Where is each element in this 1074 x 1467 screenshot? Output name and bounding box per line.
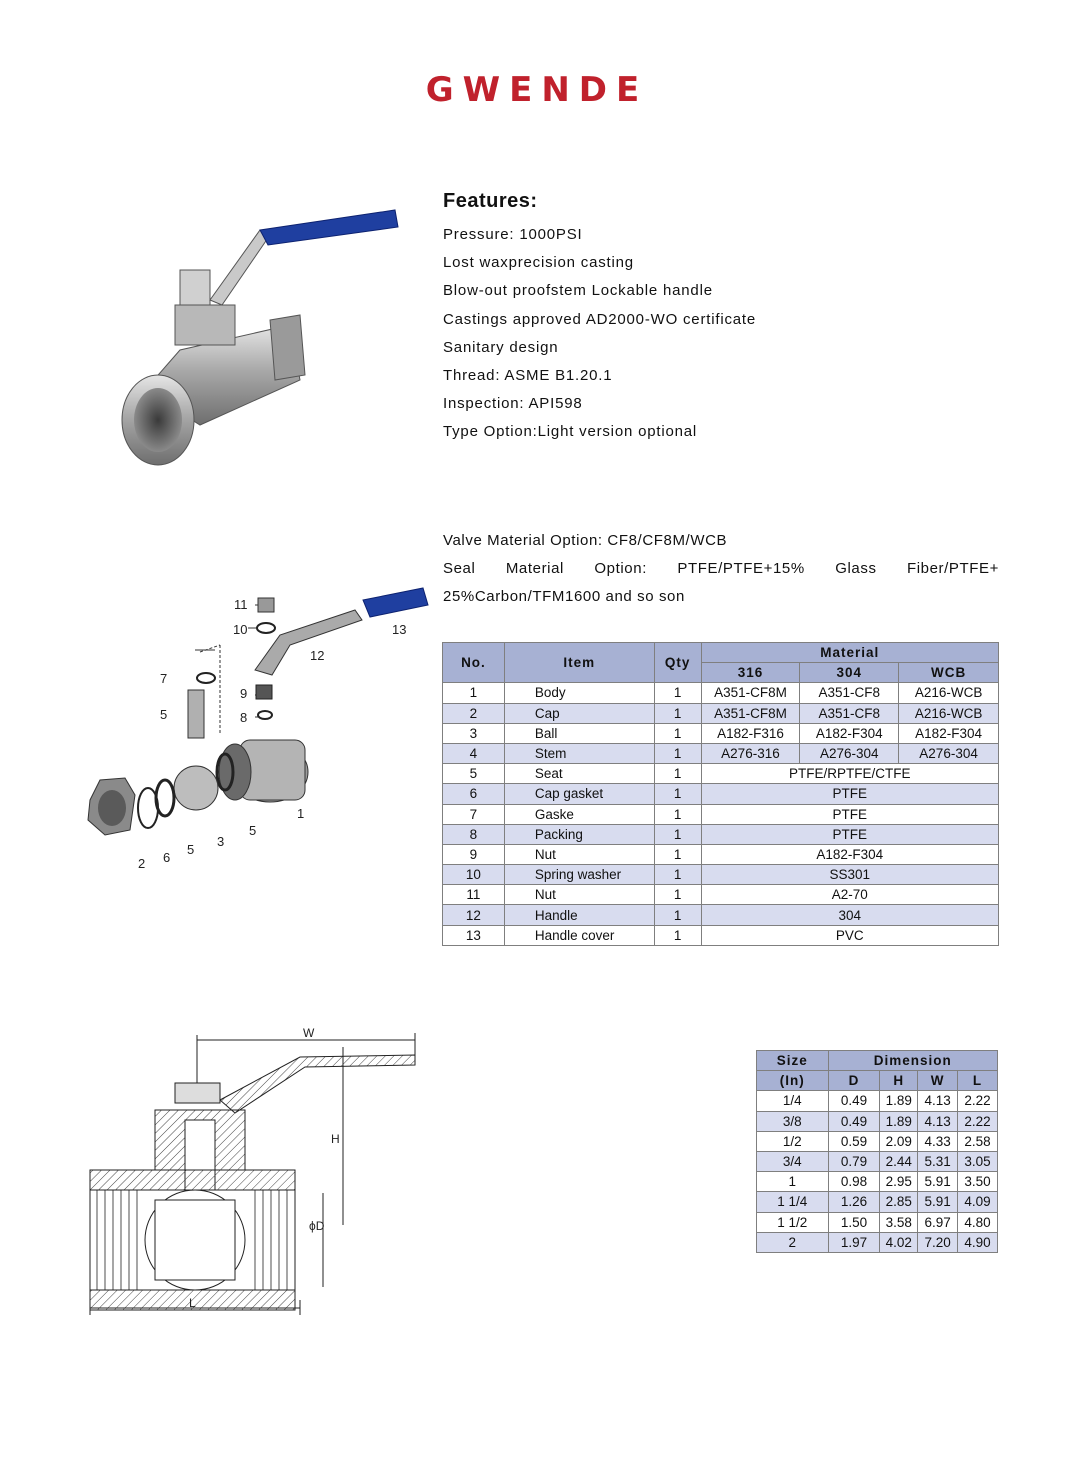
cell-qty: 1 [654, 804, 701, 824]
cell-h: 2.85 [880, 1192, 918, 1212]
cell-qty: 1 [654, 703, 701, 723]
table-row [757, 1232, 998, 1252]
ball-part [174, 766, 218, 810]
dim-label-w: W [303, 1026, 315, 1040]
cell-316: A276-316 [701, 743, 800, 763]
header-dimension: Dimension [828, 1051, 997, 1071]
cell-size: 1 1/4 [757, 1192, 829, 1212]
cell-no: 8 [443, 824, 505, 844]
header-wcb: WCB [899, 663, 999, 683]
table-row [443, 764, 999, 784]
stem-part [188, 690, 204, 738]
material-table-body [443, 683, 999, 945]
cell-material-all: PTFE/RPTFE/CTFE [701, 764, 998, 784]
cell-qty: 1 [654, 784, 701, 804]
table-row [443, 925, 999, 945]
part-label: 9 [240, 686, 248, 701]
cell-w: 4.13 [918, 1111, 958, 1131]
cell-h: 2.09 [880, 1131, 918, 1151]
cell-w: 5.91 [918, 1172, 958, 1192]
cell-material-all: PTFE [701, 784, 998, 804]
material-options [443, 527, 999, 612]
part-label: 1 [297, 806, 305, 821]
feature-line: Lost waxprecision casting [443, 254, 634, 272]
header-316: 316 [701, 663, 800, 683]
handle-cover-part [363, 588, 428, 617]
part-label: 5 [187, 842, 195, 857]
part-label: 5 [249, 823, 257, 838]
cell-no: 3 [443, 723, 505, 743]
part-label: 13 [392, 622, 407, 637]
cell-l: 3.50 [958, 1172, 998, 1192]
cell-qty: 1 [654, 743, 701, 763]
table-row [757, 1212, 998, 1232]
cell-h: 2.44 [880, 1151, 918, 1171]
part-label: 11 [234, 597, 248, 612]
cell-no: 6 [443, 784, 505, 804]
cell-h: 3.58 [880, 1212, 918, 1232]
table-row [757, 1091, 998, 1111]
cell-h: 1.89 [880, 1111, 918, 1131]
header-unit: (In) [757, 1071, 829, 1091]
feature-line: Thread: ASME B1.20.1 [443, 366, 613, 384]
dim-label-l: L [189, 1296, 196, 1310]
cell-no: 11 [443, 885, 505, 905]
cell-size: 1/4 [757, 1091, 829, 1111]
cell-material-all: PTFE [701, 824, 998, 844]
cell-d: 1.97 [828, 1232, 880, 1252]
header-d: D [828, 1071, 880, 1091]
cell-item: Stem [504, 743, 654, 763]
table-row [757, 1151, 998, 1171]
cell-item: Nut [504, 885, 654, 905]
cell-wcb: A216-WCB [899, 703, 999, 723]
cell-h: 4.02 [880, 1232, 918, 1252]
cell-size: 1/2 [757, 1131, 829, 1151]
cell-304: A351-CF8 [800, 683, 899, 703]
valve-product-photo [110, 205, 410, 475]
cell-material-all: A182-F304 [701, 844, 998, 864]
cell-item: Seat [504, 764, 654, 784]
handle-part [255, 610, 362, 675]
cell-d: 1.26 [828, 1192, 880, 1212]
cell-w: 7.20 [918, 1232, 958, 1252]
cell-wcb: A216-WCB [899, 683, 999, 703]
cell-l: 3.05 [958, 1151, 998, 1171]
cell-qty: 1 [654, 865, 701, 885]
cell-d: 0.49 [828, 1111, 880, 1131]
dim-label-h: H [331, 1132, 340, 1146]
cell-qty: 1 [654, 683, 701, 703]
table-row [443, 844, 999, 864]
part-label: 12 [310, 648, 325, 663]
cell-304: A351-CF8 [800, 703, 899, 723]
cell-item: Gaske [504, 804, 654, 824]
cell-no: 2 [443, 703, 505, 723]
cell-item: Spring washer [504, 865, 654, 885]
cell-qty: 1 [654, 925, 701, 945]
cell-no: 9 [443, 844, 505, 864]
cell-qty: 1 [654, 905, 701, 925]
cell-no: 5 [443, 764, 505, 784]
cell-material-all: SS301 [701, 865, 998, 885]
feature-line: Type Option:Light version optional [443, 423, 698, 441]
cell-w: 4.13 [918, 1091, 958, 1111]
cell-no: 1 [443, 683, 505, 703]
header-item: Item [504, 643, 654, 683]
features-section [443, 190, 1003, 447]
cell-304: A276-304 [800, 743, 899, 763]
cell-qty: 1 [654, 885, 701, 905]
feature-line: Blow-out proofstem Lockable handle [443, 282, 713, 300]
cell-qty: 1 [654, 824, 701, 844]
cell-l: 2.58 [958, 1131, 998, 1151]
cell-material-all: 304 [701, 905, 998, 925]
cell-item: Handle [504, 905, 654, 925]
cell-qty: 1 [654, 844, 701, 864]
header-qty: Qty [654, 643, 701, 683]
cell-316: A351-CF8M [701, 703, 800, 723]
table-row [443, 784, 999, 804]
cell-no: 4 [443, 743, 505, 763]
feature-line: Castings approved AD2000-WO certificate [443, 310, 756, 328]
header-w: W [918, 1071, 958, 1091]
cell-l: 2.22 [958, 1111, 998, 1131]
header-no: No. [443, 643, 505, 683]
cell-316: A182-F316 [701, 723, 800, 743]
cell-item: Ball [504, 723, 654, 743]
part-label: 5 [160, 707, 168, 722]
part-label: 3 [217, 834, 225, 849]
cell-no: 7 [443, 804, 505, 824]
cell-wcb: A182-F304 [899, 723, 999, 743]
cell-h: 2.95 [880, 1172, 918, 1192]
cell-wcb: A276-304 [899, 743, 999, 763]
material-table [442, 642, 999, 946]
cell-l: 2.22 [958, 1091, 998, 1111]
cell-item: Nut [504, 844, 654, 864]
cell-material-all: PTFE [701, 804, 998, 824]
cell-l: 4.80 [958, 1212, 998, 1232]
cell-no: 13 [443, 925, 505, 945]
cell-316: A351-CF8M [701, 683, 800, 703]
washer-part [257, 623, 275, 633]
brand-logo: GWENDE [425, 70, 649, 110]
cell-size: 2 [757, 1232, 829, 1252]
cell-material-all: A2-70 [701, 885, 998, 905]
cell-d: 0.79 [828, 1151, 880, 1171]
cell-no: 12 [443, 905, 505, 925]
cell-item: Handle cover [504, 925, 654, 945]
header-l: L [958, 1071, 998, 1091]
header-304: 304 [800, 663, 899, 683]
cell-304: A182-F304 [800, 723, 899, 743]
cell-w: 4.33 [918, 1131, 958, 1151]
cell-d: 0.59 [828, 1131, 880, 1151]
table-row [757, 1192, 998, 1212]
table-row [757, 1111, 998, 1131]
table-row [443, 723, 999, 743]
cell-w: 6.97 [918, 1212, 958, 1232]
cell-size: 1 1/2 [757, 1212, 829, 1232]
dim-label-d: ϕD [309, 1219, 325, 1233]
cell-size: 3/8 [757, 1111, 829, 1131]
dimension-table-body [757, 1091, 998, 1253]
exploded-parts-diagram [80, 580, 430, 880]
cell-h: 1.89 [880, 1091, 918, 1111]
table-row [443, 824, 999, 844]
cell-l: 4.09 [958, 1192, 998, 1212]
header-material: Material [701, 643, 998, 663]
cell-l: 4.90 [958, 1232, 998, 1252]
cell-d: 0.98 [828, 1172, 880, 1192]
part-label: 10 [233, 622, 248, 637]
nut-part [258, 598, 274, 612]
cell-w: 5.31 [918, 1151, 958, 1171]
table-row [443, 905, 999, 925]
seal-material-option-cont: 25%Carbon/TFM1600 and so son [443, 588, 685, 606]
table-row [443, 804, 999, 824]
cell-d: 1.50 [828, 1212, 880, 1232]
cell-qty: 1 [654, 764, 701, 784]
section-drawing [85, 1025, 425, 1320]
valve-material-option: Valve Material Option: CF8/CF8M/WCB [443, 532, 728, 549]
table-row [443, 885, 999, 905]
feature-line: Inspection: API598 [443, 395, 583, 413]
cell-no: 10 [443, 865, 505, 885]
table-row [757, 1172, 998, 1192]
table-row [443, 865, 999, 885]
cell-item: Cap [504, 703, 654, 723]
cell-size: 3/4 [757, 1151, 829, 1171]
table-row [443, 683, 999, 703]
cell-size: 1 [757, 1172, 829, 1192]
feature-line: Pressure: 1000PSI [443, 226, 583, 243]
header-size: Size [757, 1051, 829, 1071]
cell-d: 0.49 [828, 1091, 880, 1111]
feature-line: Sanitary design [443, 338, 559, 356]
header-h: H [880, 1071, 918, 1091]
cell-w: 5.91 [918, 1192, 958, 1212]
table-row [757, 1131, 998, 1151]
part-label: 8 [240, 710, 248, 725]
cell-material-all: PVC [701, 925, 998, 945]
part-label: 7 [160, 671, 168, 686]
features-title: Features: [443, 190, 538, 212]
cell-item: Body [504, 683, 654, 703]
cell-qty: 1 [654, 723, 701, 743]
part-label: 2 [138, 856, 146, 871]
cell-item: Packing [504, 824, 654, 844]
cell-item: Cap gasket [504, 784, 654, 804]
table-row [443, 703, 999, 723]
dimension-table [756, 1050, 998, 1253]
part-label: 6 [163, 850, 171, 865]
table-row [443, 743, 999, 763]
seal-material-option: Seal Material Option: PTFE/PTFE+15% Glass Fiber/PTFE+ [443, 560, 999, 578]
